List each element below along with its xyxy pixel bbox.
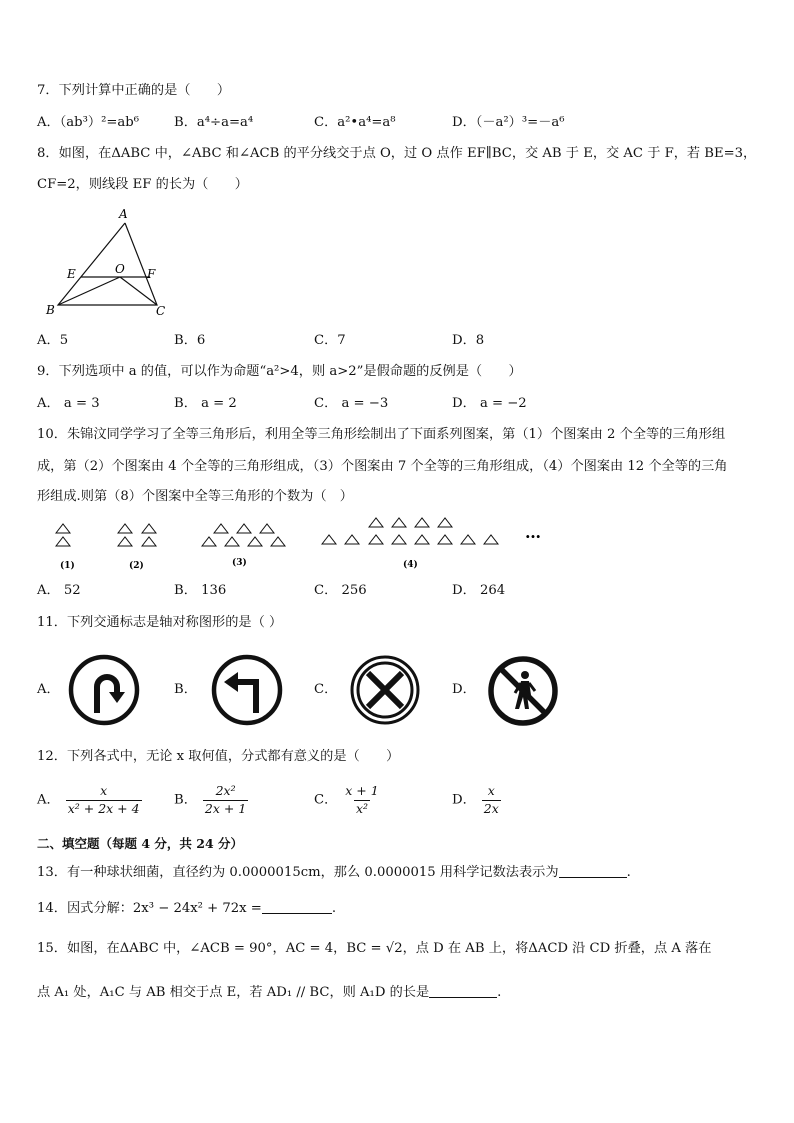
- pattern-1-label: (1): [60, 561, 75, 571]
- q10-triangle-patterns: [45, 512, 565, 572]
- q12-option-a[interactable]: A． $\frac{x}{\text{x² + 2x + 4}}$: [37, 783, 140, 816]
- pattern-3-label: (3): [232, 558, 247, 568]
- fraction-c: $\frac{x + 1}{\text{x²}}$: [345, 783, 379, 816]
- q7-stem: 7．下列计算中正确的是（ ）: [37, 83, 231, 98]
- pattern-4: [322, 518, 498, 544]
- fraction-a: $\frac{x}{\text{x² + 2x + 4}}$: [67, 783, 140, 816]
- q8-stem-line1: 8．如图，在ΔABC 中，∠ABC 和∠ACB 的平分线交于点 O，过 O 点作 EF∥BC，交 AB 于 E，交 AC 于 F，若 BE=3，: [37, 146, 757, 161]
- q7-option-d[interactable]: D．（－a²）³=－a⁶: [452, 115, 565, 130]
- q9-option-a[interactable]: A． a = 3: [37, 396, 100, 411]
- q8-option-c[interactable]: C．7: [314, 333, 346, 348]
- q10-option-d[interactable]: D． 264: [452, 583, 506, 598]
- triangle-abc: [58, 223, 157, 305]
- vertex-b-label: B: [46, 303, 55, 317]
- segment-bo: [58, 277, 120, 305]
- q11-option-c[interactable]: C．: [314, 682, 338, 697]
- q15-stem-line2: 点 A₁ 处，A₁C 与 AB 相交于点 E，若 AD₁ // BC，则 A₁D 的长是 .: [37, 985, 502, 1000]
- q8-stem-line2: CF=2，则线段 EF 的长为（ ）: [37, 177, 248, 192]
- q11-stem: 11．下列交通标志是轴对称图形的是（ ）: [37, 615, 283, 630]
- u-turn-sign-icon[interactable]: [67, 653, 141, 727]
- pattern-2: [118, 524, 156, 546]
- pattern-2-label: (2): [129, 561, 144, 571]
- pattern-1: [56, 524, 70, 546]
- q10-option-a[interactable]: A． 52: [37, 583, 81, 598]
- pattern-ellipsis: …: [525, 523, 541, 542]
- q9-option-b[interactable]: B． a = 2: [174, 396, 237, 411]
- q10-stem-line3: 形组成.则第（8）个图案中全等三角形的个数为（ ）: [37, 489, 353, 504]
- q9-option-d[interactable]: D． a = −2: [452, 396, 527, 411]
- q10-option-c[interactable]: C． 256: [314, 583, 367, 598]
- q10-option-b[interactable]: B． 136: [174, 583, 227, 598]
- no-pedestrians-sign-icon[interactable]: [485, 653, 561, 729]
- pattern-4-label: (4): [403, 560, 418, 570]
- q9-stem: 9．下列选项中 a 的值，可以作为命题“a²>4，则 a>2”是假命题的反例是（ ）: [37, 364, 522, 379]
- q8-option-d[interactable]: D．8: [452, 333, 485, 348]
- q15-answer-blank[interactable]: [429, 985, 497, 998]
- fraction-b: $\frac{\text{2x²}}{2x + 1}$: [204, 783, 247, 816]
- q15-stem-line1: 15．如图，在ΔABC 中，∠ACB = 90°，AC = 4，BC = √2，点 D 在 AB 上，将ΔACD 沿 CD 折叠，点 A 落在: [37, 941, 712, 956]
- q11-option-d[interactable]: D．: [452, 682, 476, 697]
- q14-answer-blank[interactable]: [262, 901, 332, 914]
- q10-stem-line1: 10．朱锦汶同学学习了全等三角形后，利用全等三角形绘制出了下面系列图案，第（1）个图案由 2 个全等的三角形组: [37, 427, 726, 442]
- q7-option-c[interactable]: C．a²•a⁴=a⁸: [314, 115, 396, 130]
- q12-option-c[interactable]: C． $\frac{x + 1}{\text{x²}}$: [314, 783, 379, 816]
- q14-stem: 14．因式分解：2x³ − 24x² + 72x = .: [37, 901, 337, 916]
- q12-option-b[interactable]: B． $\frac{\text{2x²}}{2x + 1}$: [174, 783, 247, 816]
- pattern-3: [202, 524, 285, 546]
- q8-option-b[interactable]: B．6: [174, 333, 206, 348]
- q11-option-a[interactable]: A．: [37, 682, 60, 697]
- fraction-d: $\frac{x}{2x}$: [483, 783, 499, 816]
- q13-stem: 13．有一种球状细菌，直径约为 0.0000015cm，那么 0.0000015 用科学记数法表示为 .: [37, 865, 631, 880]
- section-heading-fill-in: 二、填空题（每题 4 分，共 24 分）: [37, 836, 244, 851]
- q11-option-b[interactable]: B．: [174, 682, 197, 697]
- q8-triangle-figure: [40, 205, 190, 320]
- point-e-label: E: [67, 267, 76, 281]
- q7-option-a[interactable]: A．（ab³）²=ab⁶: [37, 115, 140, 130]
- q10-stem-line2: 成，第（2）个图案由 4 个全等的三角形组成，（3）个图案由 7 个全等的三角形组成，（4）个图案由 12 个全等的三角: [37, 459, 728, 474]
- q8-option-a[interactable]: A．5: [37, 333, 69, 348]
- q12-stem: 12．下列各式中，无论 x 取何值，分式都有意义的是（ ）: [37, 749, 400, 764]
- q12-option-d[interactable]: D． $\frac{x}{2x}$: [452, 783, 499, 816]
- q7-option-b[interactable]: B．a⁴÷a=a⁴: [174, 115, 254, 130]
- point-o-label: O: [115, 262, 125, 276]
- turn-left-sign-icon[interactable]: [210, 653, 284, 727]
- q9-option-c[interactable]: C． a = −3: [314, 396, 389, 411]
- no-stopping-sign-icon[interactable]: [348, 653, 422, 727]
- vertex-c-label: C: [156, 304, 166, 318]
- vertex-a-label: A: [119, 207, 128, 221]
- point-f-label: F: [147, 267, 156, 281]
- q13-answer-blank[interactable]: [559, 865, 627, 878]
